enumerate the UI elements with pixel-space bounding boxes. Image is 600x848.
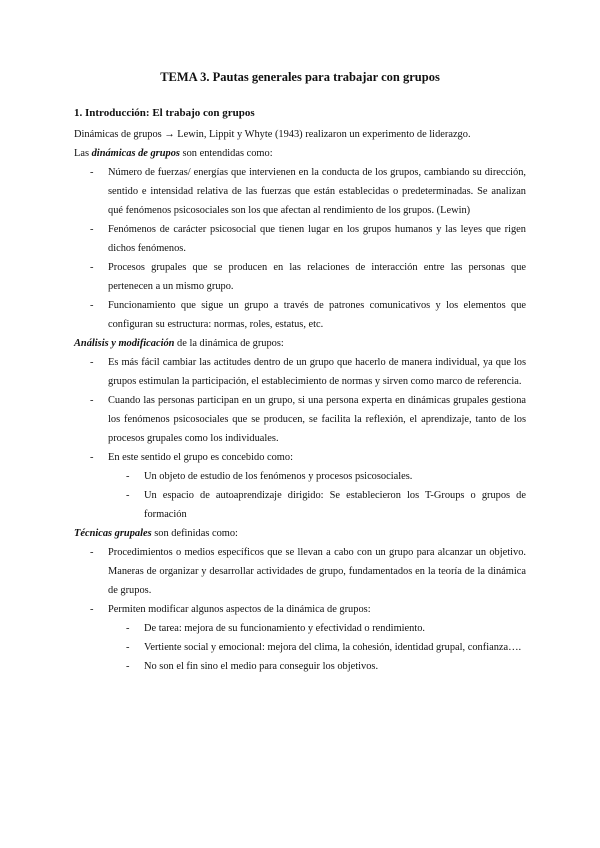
bullet-dash: - <box>126 642 130 653</box>
analysis-term: Análisis y modificación <box>74 338 175 349</box>
definition-post: son entendidas como: <box>179 148 273 159</box>
page-title: TEMA 3. Pautas generales para trabajar con grupos <box>160 70 440 84</box>
sublist-item <box>74 486 526 524</box>
list-item <box>74 258 526 296</box>
sublist-item-text: Un espacio de autoaprendizaje dirigido: Se establecieron los T-Groups o grupos de formación <box>144 490 526 520</box>
bullet-dash: - <box>126 661 130 672</box>
sublist-item <box>74 638 526 657</box>
list-item-text: Cuando las personas participan en un grupo, si una persona experta en dinámicas grupales gestiona los fenómenos psicosociales que se producen, se facilita la reflexión, el aprendizaje, tanto de los procesos grupales como los individuales. <box>108 395 526 444</box>
sublist-item-text: Un objeto de estudio de los fenómenos y procesos psicosociales. <box>144 471 413 482</box>
bullet-dash: - <box>90 262 94 273</box>
analysis-sublist <box>74 467 526 524</box>
list-item-text: Fenómenos de carácter psicosocial que tienen lugar en los grupos humanos y las leyes que rigen dichos fenómenos. <box>108 224 526 254</box>
analysis-heading <box>74 334 526 353</box>
sublist-item-text: De tarea: mejora de su funcionamiento y efectividad o rendimiento. <box>144 623 426 634</box>
list-item <box>74 448 526 467</box>
bullet-dash: - <box>90 604 94 615</box>
list-item <box>74 220 526 258</box>
techniques-sublist <box>74 619 526 676</box>
analysis-list <box>74 353 526 467</box>
list-item-text: Número de fuerzas/ energías que intervienen en la conducta de los grupos, cambiando su dirección, sentido e intensidad relativa de las fuerzas que están establecidas o predeterminadas. Se analizan qué fenómenos psicosociales son los que afectan al rendimiento de los grupos. (Lewin) <box>108 167 526 216</box>
bullet-dash: - <box>90 452 94 463</box>
bullet-dash: - <box>126 623 130 634</box>
techniques-heading <box>74 524 526 543</box>
list-item <box>74 353 526 391</box>
sublist-item <box>74 657 526 676</box>
section-heading: 1. Introducción: El trabajo con grupos <box>74 107 255 119</box>
list-item-text: Funcionamiento que sigue un grupo a través de patrones comunicativos y los elementos que configuran su estructura: normas, roles, estatus, etc. <box>108 300 526 330</box>
sublist-item <box>74 467 526 486</box>
bullet-dash: - <box>90 167 94 178</box>
list-item-text: En este sentido el grupo es concebido como: <box>108 452 293 463</box>
definition-list <box>74 163 526 334</box>
techniques-rest: son definidas como: <box>151 528 238 539</box>
list-item <box>74 163 526 220</box>
bullet-dash: - <box>90 547 94 558</box>
bullet-dash: - <box>126 471 130 482</box>
sublist-item <box>74 619 526 638</box>
list-item-text: Es más fácil cambiar las actitudes dentro de un grupo que hacerlo de manera individual, ya que los grupos estimulan la participación, el establecimiento de normas y sirven como marco de referencia. <box>108 357 526 387</box>
definition-term: dinámicas de grupos <box>91 148 180 159</box>
definition-line <box>74 144 526 163</box>
list-item-text: Permiten modificar algunos aspectos de la dinámica de grupos: <box>108 604 371 615</box>
sublist-item-text: Vertiente social y emocional: mejora del clima, la cohesión, identidad grupal, confianza…. <box>144 642 522 653</box>
list-item <box>74 543 526 600</box>
intro-line: Dinámicas de grupos → Lewin, Lippit y Whyte (1943) realizaron un experimento de liderazgo. <box>74 129 471 140</box>
list-item <box>74 600 526 619</box>
bullet-dash: - <box>90 300 94 311</box>
bullet-dash: - <box>126 490 130 501</box>
techniques-term: Técnicas grupales <box>74 528 152 539</box>
techniques-list <box>74 543 526 619</box>
list-item <box>74 296 526 334</box>
list-item-text: Procedimientos o medios específicos que se llevan a cabo con un grupo para alcanzar un objetivo. Maneras de organizar y desarrollar actividades de grupo, fundamentados en la teoría de la dinámica de grupos. <box>108 547 526 596</box>
list-item-text: Procesos grupales que se producen en las relaciones de interacción entre las personas que pertenecen a un mismo grupo. <box>108 262 526 292</box>
definition-pre: Las <box>74 148 92 159</box>
list-item <box>74 391 526 448</box>
sublist-item-text: No son el fin sino el medio para conseguir los objetivos. <box>144 661 379 672</box>
bullet-dash: - <box>90 224 94 235</box>
bullet-dash: - <box>90 357 94 368</box>
bullet-dash: - <box>90 395 94 406</box>
analysis-rest: de la dinámica de grupos: <box>174 338 284 349</box>
